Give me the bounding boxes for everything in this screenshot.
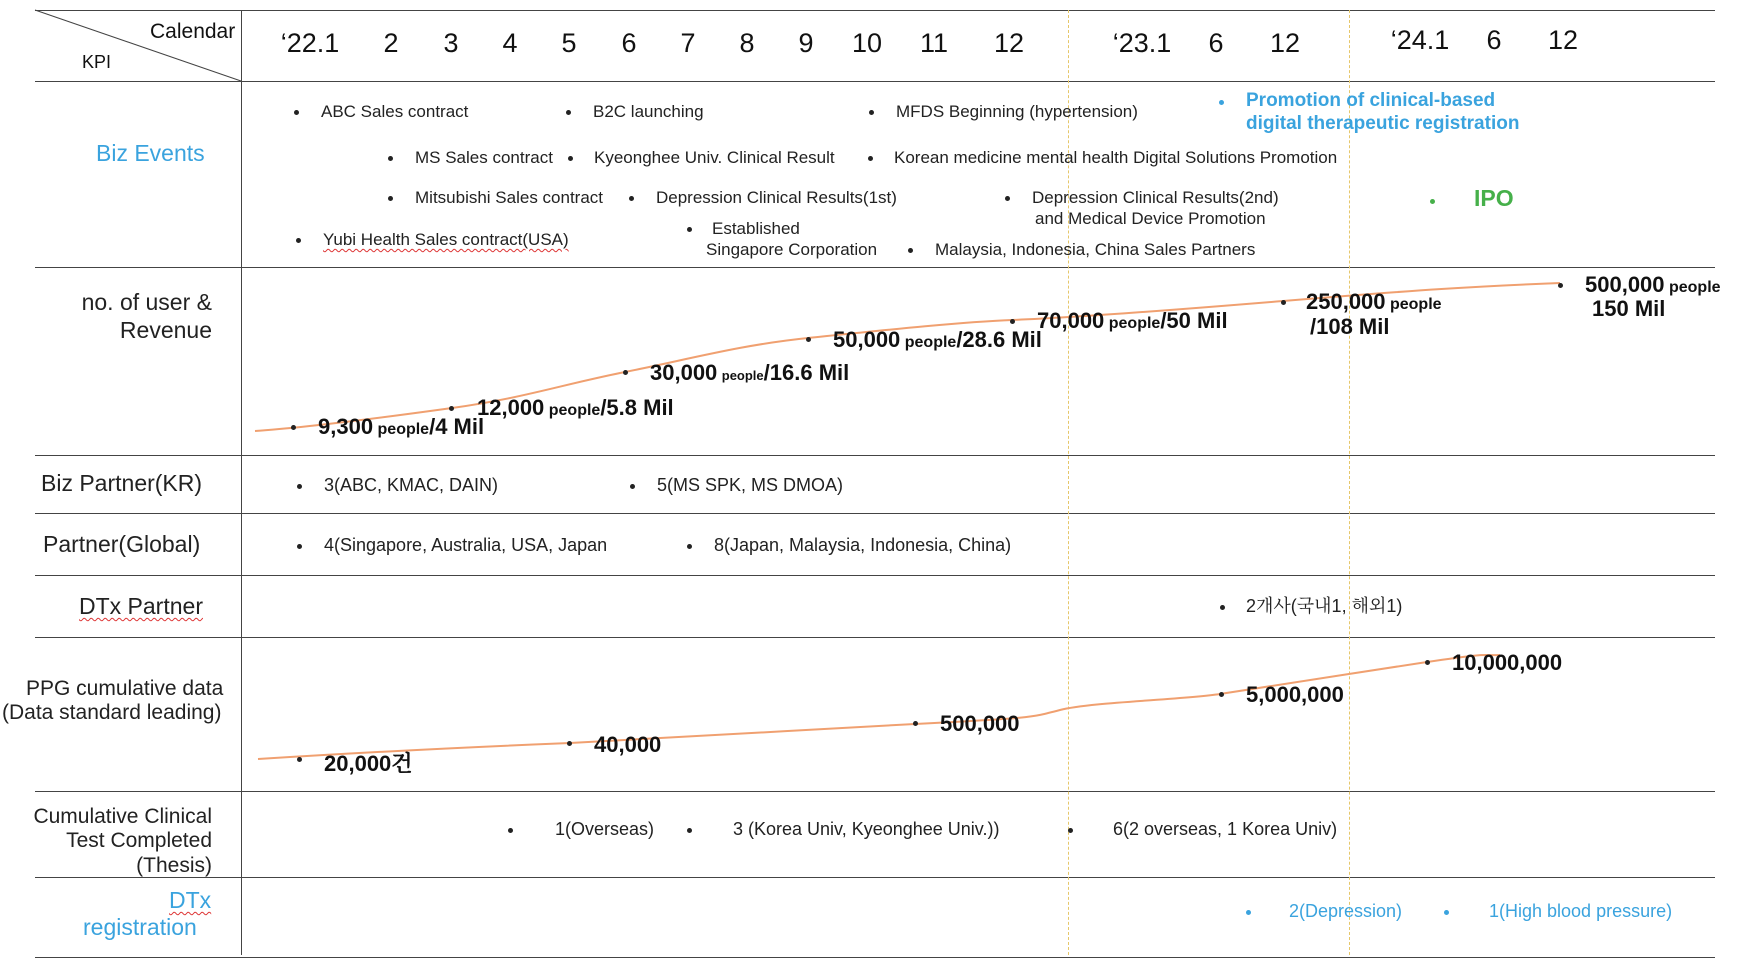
month-label: ‘23.1	[1112, 28, 1172, 58]
month-label: 3	[443, 28, 459, 58]
event-ipo: IPO	[1474, 185, 1514, 211]
users-label-7b: 150 Mil	[1592, 296, 1666, 321]
clinical-1: 1(Overseas)	[555, 819, 655, 839]
kpi-label: KPI	[82, 52, 112, 72]
event-depression-2b: and Medical Device Promotion	[1035, 209, 1266, 228]
data-point	[291, 425, 296, 430]
calendar-label: Calendar	[150, 20, 236, 43]
ppg-value-4: 5,000,000	[1246, 682, 1344, 707]
event-depression-2a: Depression Clinical Results(2nd)	[1032, 188, 1279, 207]
event-mfds: MFDS Beginning (hypertension)	[896, 102, 1138, 121]
users-label-5: 70,000 people/50 Mil	[1037, 308, 1228, 333]
row-label-ppg-1: PPG cumulative data	[26, 677, 224, 700]
row-label-clinical-2: Test Completed	[66, 829, 212, 852]
row-label-clinical-3: (Thesis)	[136, 854, 212, 877]
event-promotion-2: digital therapeutic registration	[1246, 113, 1520, 134]
partner-kr-2: 5(MS SPK, MS DMOA)	[657, 475, 844, 495]
event-malaysia: Malaysia, Indonesia, China Sales Partners	[935, 240, 1256, 259]
ppg-value-5: 10,000,000	[1452, 650, 1563, 675]
data-point	[806, 337, 811, 342]
dtx-registration-2: 1(High blood pressure)	[1489, 901, 1673, 921]
month-label: 12	[1269, 28, 1301, 58]
month-label: 6	[1208, 28, 1224, 58]
event-ms: MS Sales contract	[415, 148, 553, 167]
bullet	[687, 828, 692, 833]
users-label-6a: 250,000 people	[1306, 289, 1442, 314]
month-label: 5	[561, 28, 577, 58]
data-point	[623, 370, 628, 375]
bullet	[1068, 828, 1073, 833]
row-label-partner-global: Partner(Global)	[43, 531, 201, 557]
partner-global-2: 8(Japan, Malaysia, Indonesia, China)	[714, 535, 1012, 555]
ppg-value-2: 40,000	[594, 732, 662, 757]
bullet	[297, 484, 302, 489]
bullet	[297, 544, 302, 549]
month-label: 7	[680, 28, 696, 58]
users-label-6b: /108 Mil	[1310, 314, 1390, 339]
data-point	[1425, 660, 1430, 665]
month-label: 11	[919, 28, 949, 58]
row-label-dtx-partner: DTx Partner	[79, 593, 203, 619]
event-promotion-1: Promotion of clinical-based	[1246, 90, 1496, 111]
row-label-biz-events: Biz Events	[96, 140, 205, 166]
event-yubi: Yubi Health Sales contract(USA)	[323, 230, 569, 249]
event-mitsubishi: Mitsubishi Sales contract	[415, 188, 604, 207]
bullet	[687, 544, 692, 549]
row-label-dtx-registration-1: DTx	[169, 887, 212, 913]
event-b2c: B2C launching	[593, 102, 704, 121]
month-label: 12	[993, 28, 1025, 58]
bullet	[1444, 910, 1449, 915]
month-label: 9	[798, 28, 814, 58]
month-label: 2	[383, 28, 399, 58]
users-label-3: 30,000 people/16.6 Mil	[650, 360, 850, 385]
data-point	[913, 721, 918, 726]
clinical-2: 3 (Korea Univ, Kyeonghee Univ.))	[733, 819, 1000, 839]
bullet	[630, 484, 635, 489]
ppg-value-3: 500,000	[940, 711, 1020, 736]
row-label-users-2: Revenue	[119, 317, 212, 343]
month-label: 12	[1547, 25, 1579, 55]
month-label: 6	[621, 28, 637, 58]
bullet	[1246, 910, 1251, 915]
users-label-2: 12,000 people/5.8 Mil	[477, 395, 674, 420]
row-label-clinical-1: Cumulative Clinical	[33, 805, 212, 828]
users-label-7a: 500,000 people	[1585, 272, 1721, 297]
event-korean-medicine: Korean medicine mental health Digital Solutions Promotion	[894, 148, 1338, 167]
bullet	[1220, 605, 1225, 610]
event-singapore-2: Singapore Corporation	[706, 240, 878, 259]
clinical-3: 6(2 overseas, 1 Korea Univ)	[1113, 819, 1338, 839]
month-label: ‘24.1	[1390, 25, 1450, 55]
dtx-partner-1: 2개사(국내1, 해외1)	[1246, 596, 1403, 616]
data-point	[297, 757, 302, 762]
data-point	[1281, 300, 1286, 305]
users-label-1: 9,300 people/4 Mil	[318, 414, 485, 439]
month-label: ‘22.1	[280, 28, 340, 58]
data-point	[1558, 283, 1563, 288]
users-label-4: 50,000 people/28.6 Mil	[833, 327, 1042, 352]
event-kyeonghee: Kyeonghee Univ. Clinical Result	[594, 148, 835, 167]
event-abc: ABC Sales contract	[321, 102, 469, 121]
partner-kr-1: 3(ABC, KMAC, DAIN)	[324, 475, 499, 495]
ppg-value-1: 20,000건	[324, 751, 413, 776]
data-point	[567, 741, 572, 746]
dtx-registration-1: 2(Depression)	[1289, 901, 1403, 921]
bullet	[508, 828, 513, 833]
partner-global-1: 4(Singapore, Australia, USA, Japan	[324, 535, 608, 555]
row-label-users-1: no. of user &	[81, 289, 212, 315]
row-label-biz-partner-kr: Biz Partner(KR)	[41, 470, 203, 496]
data-point	[449, 406, 454, 411]
month-label: 10	[851, 28, 883, 58]
row-label-dtx-registration-2: registration	[83, 914, 197, 940]
event-depression-1: Depression Clinical Results(1st)	[656, 188, 897, 207]
data-point	[1010, 319, 1015, 324]
month-label: 8	[739, 28, 755, 58]
row-label-ppg-2: (Data standard leading)	[2, 701, 222, 724]
month-label: 6	[1486, 25, 1502, 55]
data-point	[1219, 692, 1224, 697]
month-label: 4	[502, 28, 518, 58]
event-singapore-1: Established	[712, 219, 800, 238]
